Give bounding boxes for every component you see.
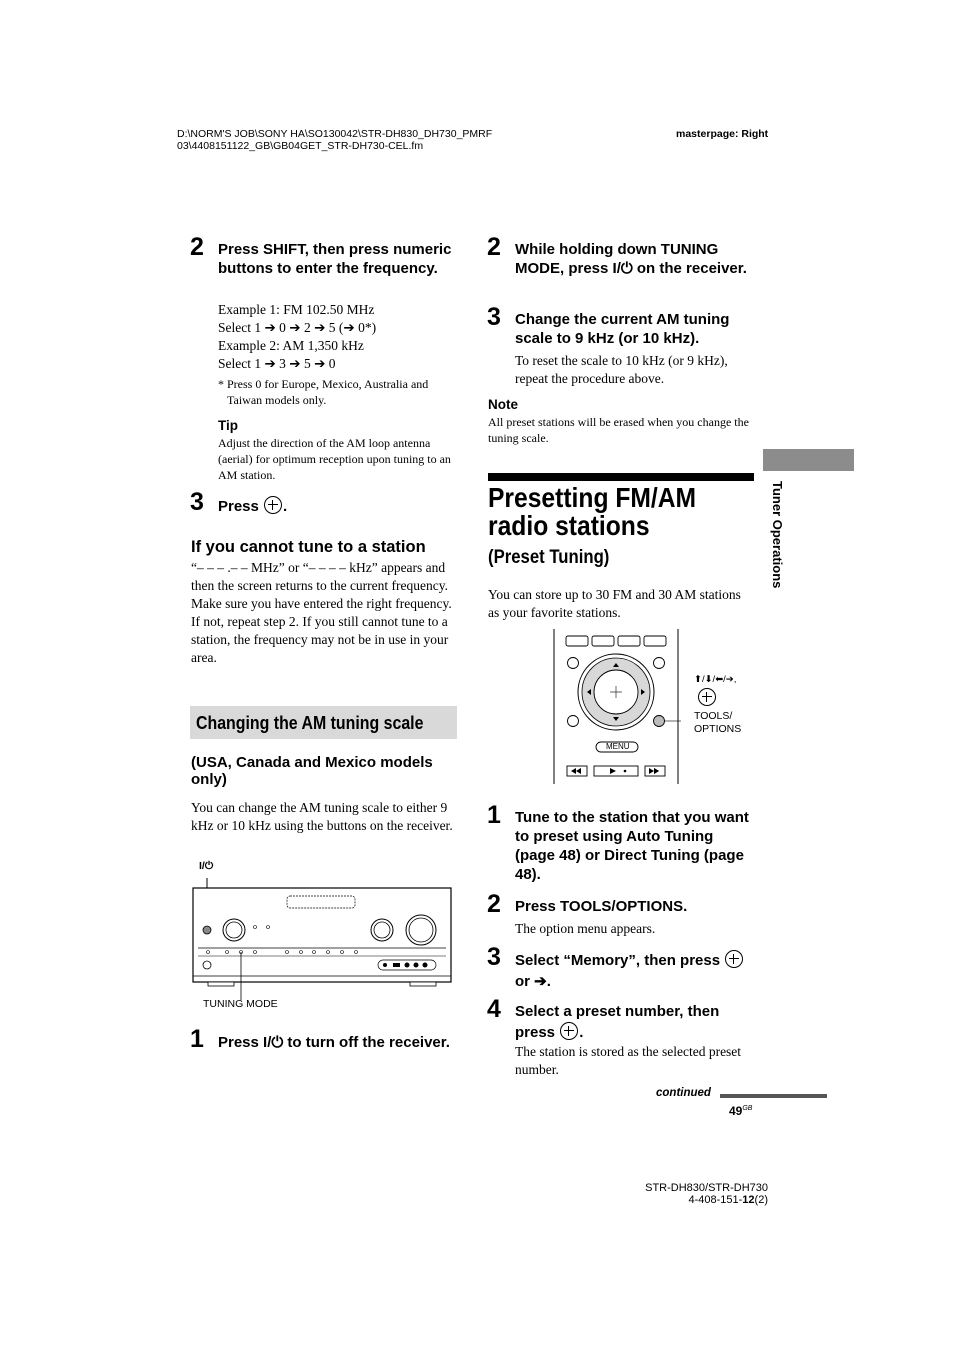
preset-step-3-title-a: Select “Memory”, then press — [515, 952, 721, 969]
masterpage-label: masterpage: Right — [676, 128, 769, 140]
step-3-title — [218, 496, 287, 516]
example-2: Example 2: AM 1,350 kHz — [218, 338, 364, 353]
am-scale-heading-bar — [190, 706, 457, 739]
section-intro: You can store up to 30 FM and 30 AM stations as your favorite stations. — [488, 587, 741, 620]
file-path-line-1: D:\NORM'S JOB\SONY HA\SO130042\STR-DH830_DH730_PMRF — [177, 128, 493, 140]
note-text: All preset stations will be erased when you change the tuning scale. — [488, 415, 749, 445]
preset-step-1-title: Tune to the station that you want to preset using Auto Tuning (page 48) or Direct Tuning (page 48). — [515, 809, 749, 883]
power-label: I/⏻ — [199, 860, 214, 872]
section-subtitle: (Preset Tuning) — [488, 547, 610, 568]
select-1: Select 1 ➔ 0 ➔ 2 ➔ 5 (➔ 0*) — [218, 320, 377, 335]
step-3-title-text: Press — [218, 498, 259, 515]
footer-code-b: 12 — [742, 1194, 755, 1206]
enter-button-icon — [725, 950, 743, 968]
side-tab-label: Tuner Operations — [770, 481, 785, 589]
step-1-number: 1 — [190, 1025, 204, 1053]
footer-code-a: 4-408-151- — [688, 1194, 743, 1206]
tip-text: Adjust the direction of the AM loop antenna (aerial) for optimum reception upon tuning to an AM station. — [218, 436, 451, 482]
am-scale-heading: Changing the AM tuning scale — [196, 712, 424, 733]
preset-step-2-title: Press TOOLS/OPTIONS. — [515, 898, 688, 915]
enter-icon — [698, 688, 716, 706]
enter-button-icon — [264, 496, 282, 514]
preset-step-3-title-b: or ➔. — [515, 973, 551, 990]
am-scale-text: You can change the AM tuning scale to either 9 kHz or 10 kHz using the buttons on the receiver. — [191, 800, 453, 833]
right-step-3-text: To reset the scale to 10 kHz (or 9 kHz), repeat the procedure above. — [515, 353, 728, 386]
cannot-tune-p1: “– – – .– – MHz” or “– – – – kHz” appears and then the screen returns to the current frequency. — [191, 560, 449, 593]
arrows-label: ⬆/⬇/⬅/➔, — [694, 674, 737, 685]
example-1: Example 1: FM 102.50 MHz — [218, 302, 375, 317]
preset-step-4-title-text: Select a preset number, then press — [515, 1003, 720, 1041]
side-tab — [767, 481, 789, 606]
right-step-2-number: 2 — [487, 233, 501, 261]
tools-label-line-1: TOOLS/ — [694, 710, 733, 722]
tools-label — [694, 710, 741, 736]
preset-step-4-text: The station is stored as the selected preset number. — [515, 1044, 742, 1077]
step-3-suffix: . — [283, 498, 288, 515]
cannot-tune-p2: Make sure you have entered the right frequency. If not, repeat step 2. If you still cannot tune to a station, the frequency may not be in use in your area. — [191, 596, 452, 665]
step-2-title: Press SHIFT, then press numeric buttons to enter the frequency. — [218, 241, 452, 277]
page-number-suffix: GB — [742, 1105, 753, 1112]
right-step-2-title: While holding down TUNING MODE, press I/⏻ on the receiver. — [515, 241, 747, 277]
step-1-title: Press I/⏻ to turn off the receiver. — [218, 1034, 450, 1051]
step-2-examples — [218, 301, 458, 373]
preset-step-3-number: 3 — [487, 943, 501, 971]
footer-model: STR-DH830/STR-DH730 — [645, 1182, 768, 1194]
continued-rule — [720, 1094, 827, 1098]
side-tab-bar — [763, 449, 854, 471]
footer — [641, 1182, 768, 1206]
step-2-number: 2 — [190, 233, 204, 261]
cannot-tune-text — [191, 559, 457, 667]
page-number-value: 49 — [729, 1104, 743, 1118]
continued-label: continued — [656, 1087, 711, 1099]
tip-heading: Tip — [218, 418, 238, 433]
cannot-tune-heading: If you cannot tune to a station — [191, 538, 426, 556]
preset-step-3-title — [515, 950, 753, 992]
step-3-number: 3 — [190, 488, 204, 516]
preset-step-1-number: 1 — [487, 801, 501, 829]
right-step-3-title: Change the current AM tuning scale to 9 kHz (or 10 kHz). — [515, 311, 730, 347]
preset-step-2-number: 2 — [487, 890, 501, 918]
section-rule — [488, 473, 754, 481]
menu-button-label: MENU — [606, 742, 630, 751]
enter-label-icon — [697, 688, 717, 708]
remote-control-illustration — [553, 629, 683, 785]
enter-button-icon — [560, 1022, 578, 1040]
footer-code-c: (2) — [754, 1194, 768, 1206]
footer-code — [641, 1194, 768, 1206]
page-number — [729, 1104, 752, 1118]
preset-step-4-title — [515, 1002, 753, 1043]
note-heading: Note — [488, 397, 518, 412]
section-title: Presetting FM/AM radio stations — [488, 482, 697, 541]
select-2: Select 1 ➔ 3 ➔ 5 ➔ 0 — [218, 356, 336, 371]
am-scale-subheading: (USA, Canada and Mexico models only) — [191, 754, 433, 788]
file-path-line-2: 03\4408151122_GB\GB04GET_STR-DH730-CEL.fm — [177, 140, 424, 152]
preset-step-4-suffix: . — [579, 1024, 584, 1041]
file-path — [177, 128, 492, 152]
preset-step-4-number: 4 — [487, 995, 501, 1023]
footnote: * Press 0 for Europe, Mexico, Australia and Taiwan models only. — [218, 377, 429, 407]
tools-label-line-2: OPTIONS — [694, 723, 742, 735]
right-step-3-number: 3 — [487, 303, 501, 331]
preset-step-2-text: The option menu appears. — [515, 921, 656, 936]
tuning-mode-label: TUNING MODE — [203, 998, 278, 1010]
